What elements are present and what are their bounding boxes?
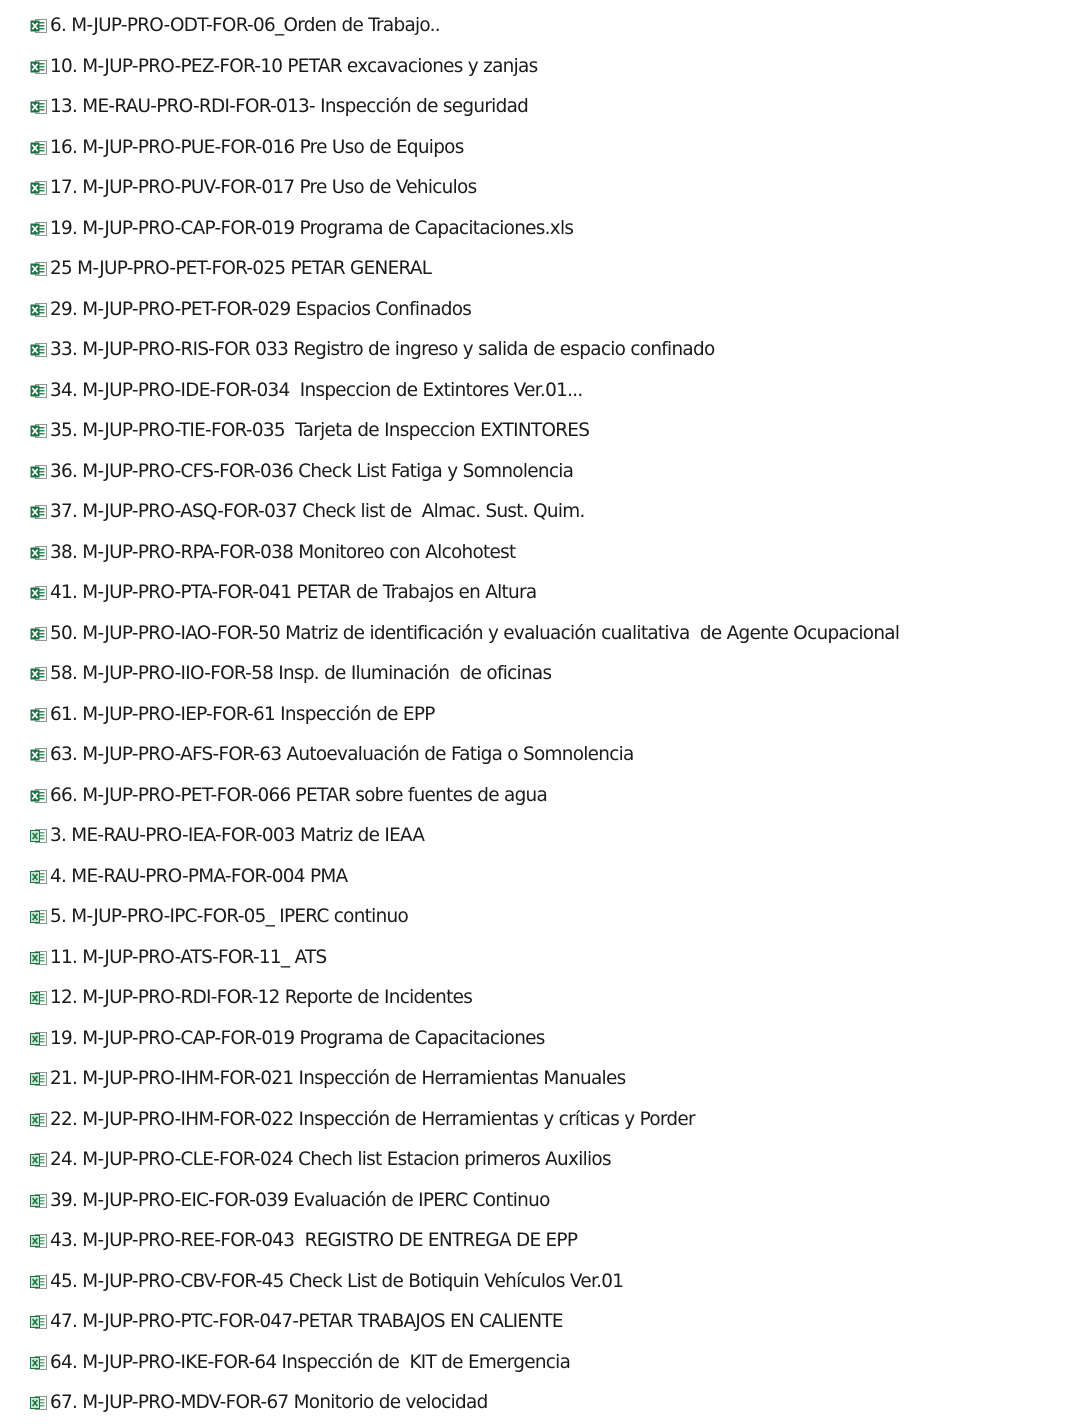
excel-workbook-icon — [30, 18, 47, 34]
excel-workbook-icon — [30, 545, 47, 561]
file-name: 67. M-JUP-PRO-MDV-FOR-67 Monitorio de velocidad — [50, 1392, 488, 1414]
file-item[interactable] — [0, 1302, 1083, 1343]
file-item[interactable] — [0, 6, 1083, 47]
excel-97-2003-worksheet-icon — [30, 828, 47, 844]
excel-workbook-icon — [30, 140, 47, 156]
file-name: 16. M-JUP-PRO-PUE-FOR-016 Pre Uso de Equipos — [50, 136, 464, 158]
excel-workbook-icon — [30, 504, 47, 520]
file-item[interactable] — [0, 1140, 1083, 1181]
excel-workbook-icon — [30, 99, 47, 115]
file-item[interactable] — [0, 47, 1083, 88]
excel-workbook-icon — [30, 261, 47, 277]
file-item[interactable] — [0, 695, 1083, 736]
file-name: 50. M-JUP-PRO-IAO-FOR-50 Matriz de identificación y evaluación cualitativa de Agente Ocupacional — [50, 622, 900, 644]
file-item[interactable] — [0, 1059, 1083, 1100]
file-item[interactable] — [0, 857, 1083, 898]
excel-97-2003-worksheet-icon — [30, 1395, 47, 1411]
file-name: 21. M-JUP-PRO-IHM-FOR-021 Inspección de Herramientas Manuales — [50, 1068, 626, 1090]
file-item[interactable] — [0, 492, 1083, 533]
file-name: 63. M-JUP-PRO-AFS-FOR-63 Autoevaluación de Fatiga o Somnolencia — [50, 744, 634, 766]
file-list — [0, 6, 1083, 1424]
file-item[interactable] — [0, 330, 1083, 371]
file-item[interactable] — [0, 816, 1083, 857]
file-item[interactable] — [0, 978, 1083, 1019]
file-item[interactable] — [0, 938, 1083, 979]
file-name: 37. M-JUP-PRO-ASQ-FOR-037 Check list de Almac. Sust. Quim. — [50, 501, 585, 523]
excel-workbook-icon — [30, 788, 47, 804]
file-name: 24. M-JUP-PRO-CLE-FOR-024 Chech list Estacion primeros Auxilios — [50, 1149, 611, 1171]
excel-97-2003-worksheet-icon — [30, 909, 47, 925]
file-item[interactable] — [0, 209, 1083, 250]
file-name: 4. ME-RAU-PRO-PMA-FOR-004 PMA — [50, 865, 348, 887]
file-name: 58. M-JUP-PRO-IIO-FOR-58 Insp. de Iluminación de oficinas — [50, 663, 552, 685]
file-name: 3. ME-RAU-PRO-IEA-FOR-003 Matriz de IEAA — [50, 825, 425, 847]
excel-workbook-icon — [30, 423, 47, 439]
file-name: 17. M-JUP-PRO-PUV-FOR-017 Pre Uso de Vehiculos — [50, 177, 477, 199]
excel-97-2003-worksheet-icon — [30, 1071, 47, 1087]
file-item[interactable] — [0, 87, 1083, 128]
excel-workbook-icon — [30, 626, 47, 642]
file-name: 43. M-JUP-PRO-REE-FOR-043 REGISTRO DE ENTREGA DE EPP — [50, 1230, 578, 1252]
file-item[interactable] — [0, 168, 1083, 209]
file-item[interactable] — [0, 735, 1083, 776]
file-item[interactable] — [0, 897, 1083, 938]
excel-workbook-icon — [30, 342, 47, 358]
file-item[interactable] — [0, 249, 1083, 290]
excel-97-2003-worksheet-icon — [30, 1314, 47, 1330]
excel-97-2003-worksheet-icon — [30, 1193, 47, 1209]
file-name: 61. M-JUP-PRO-IEP-FOR-61 Inspección de EPP — [50, 703, 435, 725]
excel-workbook-icon — [30, 180, 47, 196]
file-item[interactable] — [0, 614, 1083, 655]
file-item[interactable] — [0, 371, 1083, 412]
file-item[interactable] — [0, 1019, 1083, 1060]
file-name: 13. ME-RAU-PRO-RDI-FOR-013- Inspección de seguridad — [50, 96, 529, 118]
excel-workbook-icon — [30, 302, 47, 318]
file-name: 38. M-JUP-PRO-RPA-FOR-038 Monitoreo con Alcohotest — [50, 541, 516, 563]
file-name: 36. M-JUP-PRO-CFS-FOR-036 Check List Fatiga y Somnolencia — [50, 460, 574, 482]
file-name: 47. M-JUP-PRO-PTC-FOR-047-PETAR TRABAJOS EN CALIENTE — [50, 1311, 563, 1333]
excel-97-2003-worksheet-icon — [30, 1112, 47, 1128]
file-name: 10. M-JUP-PRO-PEZ-FOR-10 PETAR excavaciones y zanjas — [50, 55, 538, 77]
excel-97-2003-worksheet-icon — [30, 1152, 47, 1168]
excel-workbook-icon — [30, 464, 47, 480]
file-item[interactable] — [0, 776, 1083, 817]
file-item[interactable] — [0, 290, 1083, 331]
excel-97-2003-worksheet-icon — [30, 1233, 47, 1249]
file-name: 41. M-JUP-PRO-PTA-FOR-041 PETAR de Trabajos en Altura — [50, 582, 537, 604]
excel-97-2003-worksheet-icon — [30, 1274, 47, 1290]
excel-workbook-icon — [30, 221, 47, 237]
file-name: 19. M-JUP-PRO-CAP-FOR-019 Programa de Capacitaciones — [50, 1027, 545, 1049]
file-item[interactable] — [0, 411, 1083, 452]
file-name: 33. M-JUP-PRO-RIS-FOR 033 Registro de ingreso y salida de espacio confinado — [50, 339, 715, 361]
excel-workbook-icon — [30, 59, 47, 75]
file-name: 11. M-JUP-PRO-ATS-FOR-11_ ATS — [50, 946, 327, 968]
excel-97-2003-worksheet-icon — [30, 950, 47, 966]
file-name: 22. M-JUP-PRO-IHM-FOR-022 Inspección de Herramientas y críticas y Porder — [50, 1108, 695, 1130]
file-item[interactable] — [0, 1262, 1083, 1303]
file-name: 25 M-JUP-PRO-PET-FOR-025 PETAR GENERAL — [50, 258, 432, 280]
excel-workbook-icon — [30, 707, 47, 723]
file-name: 35. M-JUP-PRO-TIE-FOR-035 Tarjeta de Inspeccion EXTINTORES — [50, 420, 590, 442]
file-item[interactable] — [0, 573, 1083, 614]
file-name: 66. M-JUP-PRO-PET-FOR-066 PETAR sobre fuentes de agua — [50, 784, 548, 806]
excel-97-2003-worksheet-icon — [30, 990, 47, 1006]
file-item[interactable] — [0, 128, 1083, 169]
file-name: 5. M-JUP-PRO-IPC-FOR-05_ IPERC continuo — [50, 906, 409, 928]
excel-workbook-icon — [30, 666, 47, 682]
file-item[interactable] — [0, 1181, 1083, 1222]
excel-workbook-icon — [30, 747, 47, 763]
file-item[interactable] — [0, 1221, 1083, 1262]
file-name: 6. M-JUP-PRO-ODT-FOR-06_Orden de Trabajo.. — [50, 15, 440, 37]
file-name: 45. M-JUP-PRO-CBV-FOR-45 Check List de Botiquin Vehículos Ver.01 — [50, 1270, 624, 1292]
excel-97-2003-worksheet-icon — [30, 1355, 47, 1371]
file-name: 64. M-JUP-PRO-IKE-FOR-64 Inspección de KIT de Emergencia — [50, 1351, 571, 1373]
file-item[interactable] — [0, 452, 1083, 493]
file-item[interactable] — [0, 533, 1083, 574]
file-item[interactable] — [0, 1343, 1083, 1384]
file-name: 39. M-JUP-PRO-EIC-FOR-039 Evaluación de IPERC Continuo — [50, 1189, 550, 1211]
excel-97-2003-worksheet-icon — [30, 869, 47, 885]
file-item[interactable] — [0, 1100, 1083, 1141]
excel-workbook-icon — [30, 383, 47, 399]
file-name: 29. M-JUP-PRO-PET-FOR-029 Espacios Confinados — [50, 298, 472, 320]
excel-97-2003-worksheet-icon — [30, 1031, 47, 1047]
file-item[interactable] — [0, 1383, 1083, 1424]
file-name: 12. M-JUP-PRO-RDI-FOR-12 Reporte de Incidentes — [50, 987, 473, 1009]
excel-workbook-icon — [30, 585, 47, 601]
file-name: 19. M-JUP-PRO-CAP-FOR-019 Programa de Capacitaciones.xls — [50, 217, 574, 239]
file-item[interactable] — [0, 654, 1083, 695]
file-name: 34. M-JUP-PRO-IDE-FOR-034 Inspeccion de Extintores Ver.01... — [50, 379, 583, 401]
